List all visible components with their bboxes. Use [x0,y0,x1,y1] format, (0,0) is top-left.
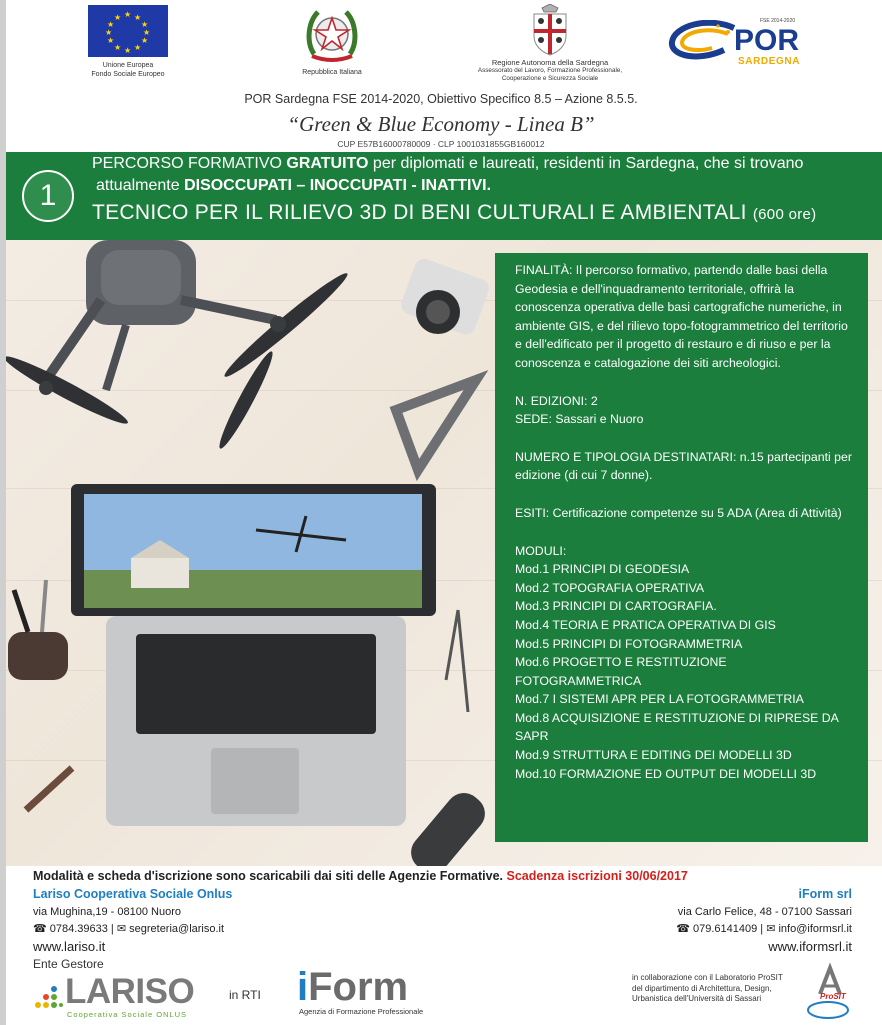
eu-caption-1: Unione Europea [102,62,154,69]
eu-flag-icon: ★ ★ ★ ★ ★ ★ ★ ★ ★ ★ ★ ★ [88,5,168,57]
por-swoosh-icon [668,20,738,64]
drone-icon [6,240,352,452]
desk-illustration [6,240,496,866]
italian-emblem-icon [304,4,360,64]
sardinia-crest-icon [530,4,570,56]
module-item: Mod.3 PRINCIPI DI CARTOGRAFIA. [515,599,717,614]
destinatari-text: NUMERO E TIPOLOGIA DESTINATARI: n.15 partecipanti per edizione (di cui 7 donne). [515,449,852,483]
sa-caption-1: Regione Autonoma della Sardegna [491,58,609,67]
banner-l2-b: DISOCCUPATI – INOCCUPATI - INATTIVI. [184,177,492,194]
collab-line-1: in collaborazione con il Laboratorio ProSIT [632,973,783,982]
banner-line-2 [96,177,491,195]
course-hours: (600 ore) [752,206,817,223]
esiti-text: ESITI: Certificazione competenze su 5 ADA (Area di Attività) [515,505,842,520]
por-sardegna-logo [668,14,808,70]
laptop-icon [71,484,436,826]
course-info-panel [495,253,868,842]
module-item: Mod.1 PRINCIPI DI GEODESIA [515,562,690,577]
banner-l1-a: PERCORSO FORMATIVO [92,155,287,172]
por-subtitle: SARDEGNA [738,56,801,67]
iform-contacts[interactable]: ☎ 079.6141409 | ✉ info@iformsrl.it [676,923,852,935]
lariso-name: Lariso Cooperativa Sociale Onlus [33,887,233,901]
module-item: Mod.6 PROGETTO E RESTITUZIONE FOTOGRAMMETRICA [515,655,727,688]
lariso-website-link[interactable]: www.lariso.it [33,939,106,954]
lariso-logo [33,970,203,1020]
eu-logo [78,5,178,79]
enrollment-note [33,869,688,883]
prosit-logo-text: ProSIT [820,992,846,1001]
sede-text: SEDE: Sassari e Nuoro [515,412,644,427]
module-item: Mod.2 TOPOGRAFIA OPERATIVA [515,580,705,595]
sa-caption-3: Cooperazione e Sicurezza Sociale [501,75,599,82]
enrollment-note-text: Modalità e scheda d'iscrizione sono scaricabili dai siti delle Agenzie Formative. [33,869,507,883]
module-item: Mod.9 STRUTTURA E EDITING DEI MODELLI 3D [515,748,792,763]
banner-l1-b: GRATUITO [286,155,369,172]
sardinia-region-logo [470,4,630,83]
program-title: “Green & Blue Economy - Linea B” [287,112,595,136]
lariso-logo-subtitle: Cooperativa Sociale ONLUS [67,1010,188,1019]
iform-name: iForm srl [798,887,852,901]
iform-logo-text [297,965,408,1010]
course-banner [6,152,882,240]
lariso-address: via Mughina,19 - 08100 Nuoro [33,906,181,918]
module-item: Mod.7 I SISTEMI APR PER LA FOTOGRAMMETRIA [515,692,804,707]
program-line: POR Sardegna FSE 2014-2020, Obiettivo Specifico 8.5 – Azione 8.5.5. [244,92,638,106]
lariso-dots-icon [33,980,63,1010]
lariso-logo-text: LARISO [65,972,195,1011]
iform-website-link[interactable]: www.iformsrl.it [768,939,852,954]
course-title-text: TECNICO PER IL RILIEVO 3D DI BENI CULTURALI E AMBIENTALI [92,201,747,224]
edizioni-text: N. EDIZIONI: 2 [515,393,598,408]
camera-icon [398,256,491,337]
collaboration-note [632,973,802,1005]
por-title: POR [734,24,800,57]
collab-line-3: Urbanistica dell'Università di Sassari [632,994,762,1003]
module-item: Mod.4 TEORIA E PRATICA OPERATIVA DI GIS [515,617,776,632]
moduli-label: MODULI: [515,543,567,558]
in-rti-label: in RTI [229,988,261,1002]
course-number-badge: 1 [22,170,74,222]
prosit-emblem-icon [800,962,860,1020]
iform-logo-rest: Form [308,965,409,1009]
module-item: Mod.8 ACQUISIZIONE E RESTITUZIONE DI RIPRESE DA SAPR [515,710,839,744]
it-caption: Repubblica Italiana [302,69,362,76]
prosit-logo [800,962,860,1020]
cup-clp-codes: CUP E57B16000780009 · CLP 1001031855GB160012 [337,139,545,149]
module-item: Mod.5 PRINCIPI DI FOTOGRAMMETRIA [515,636,743,651]
italian-republic-logo [282,4,382,77]
iform-logo-subtitle: Agenzia di Formazione Professionale [299,1007,424,1016]
sa-caption-2: Assessorato del Lavoro, Formazione Professionale, [477,67,623,74]
lariso-contacts[interactable]: ☎ 0784.39633 | ✉ segreteria@lariso.it [33,923,225,935]
iform-logo [297,965,447,1021]
por-small-text: FSE 2014-2020 [760,18,796,24]
module-list [515,560,856,783]
iform-address: via Carlo Felice, 48 - 07100 Sassari [677,906,852,918]
banner-line-1 [92,155,803,173]
module-item: Mod.10 FORMAZIONE ED OUTPUT DEI MODELLI 3D [515,766,817,781]
eu-caption-2: Fondo Sociale Europeo [91,71,165,78]
ente-gestore-label: Ente Gestore [33,957,104,971]
course-title [92,201,816,225]
banner-l1-c: per diplomati e laureati, residenti in Sardegna, che si trovano [368,155,804,172]
finalita-text: FINALITÀ: Il percorso formativo, partendo dalle basi della Geodesia e dell'inquadramento territoriale, offrirà la conoscenza operativa delle basi cartografiche numeriche, in ambiente GIS, e del rilievo topo-fotogrammetrico del territorio e dell'edificato per il progetto di restauro e di riuso e per la conoscenza e catalogazione dei siti archeologici. [515,263,848,370]
enrollment-deadline: Scadenza iscrizioni 30/06/2017 [506,869,688,883]
banner-l2-a: attualmente [96,177,185,194]
collab-line-2: del dipartimento di Architettura, Design, [632,983,772,993]
iform-logo-i: i [297,965,309,1009]
